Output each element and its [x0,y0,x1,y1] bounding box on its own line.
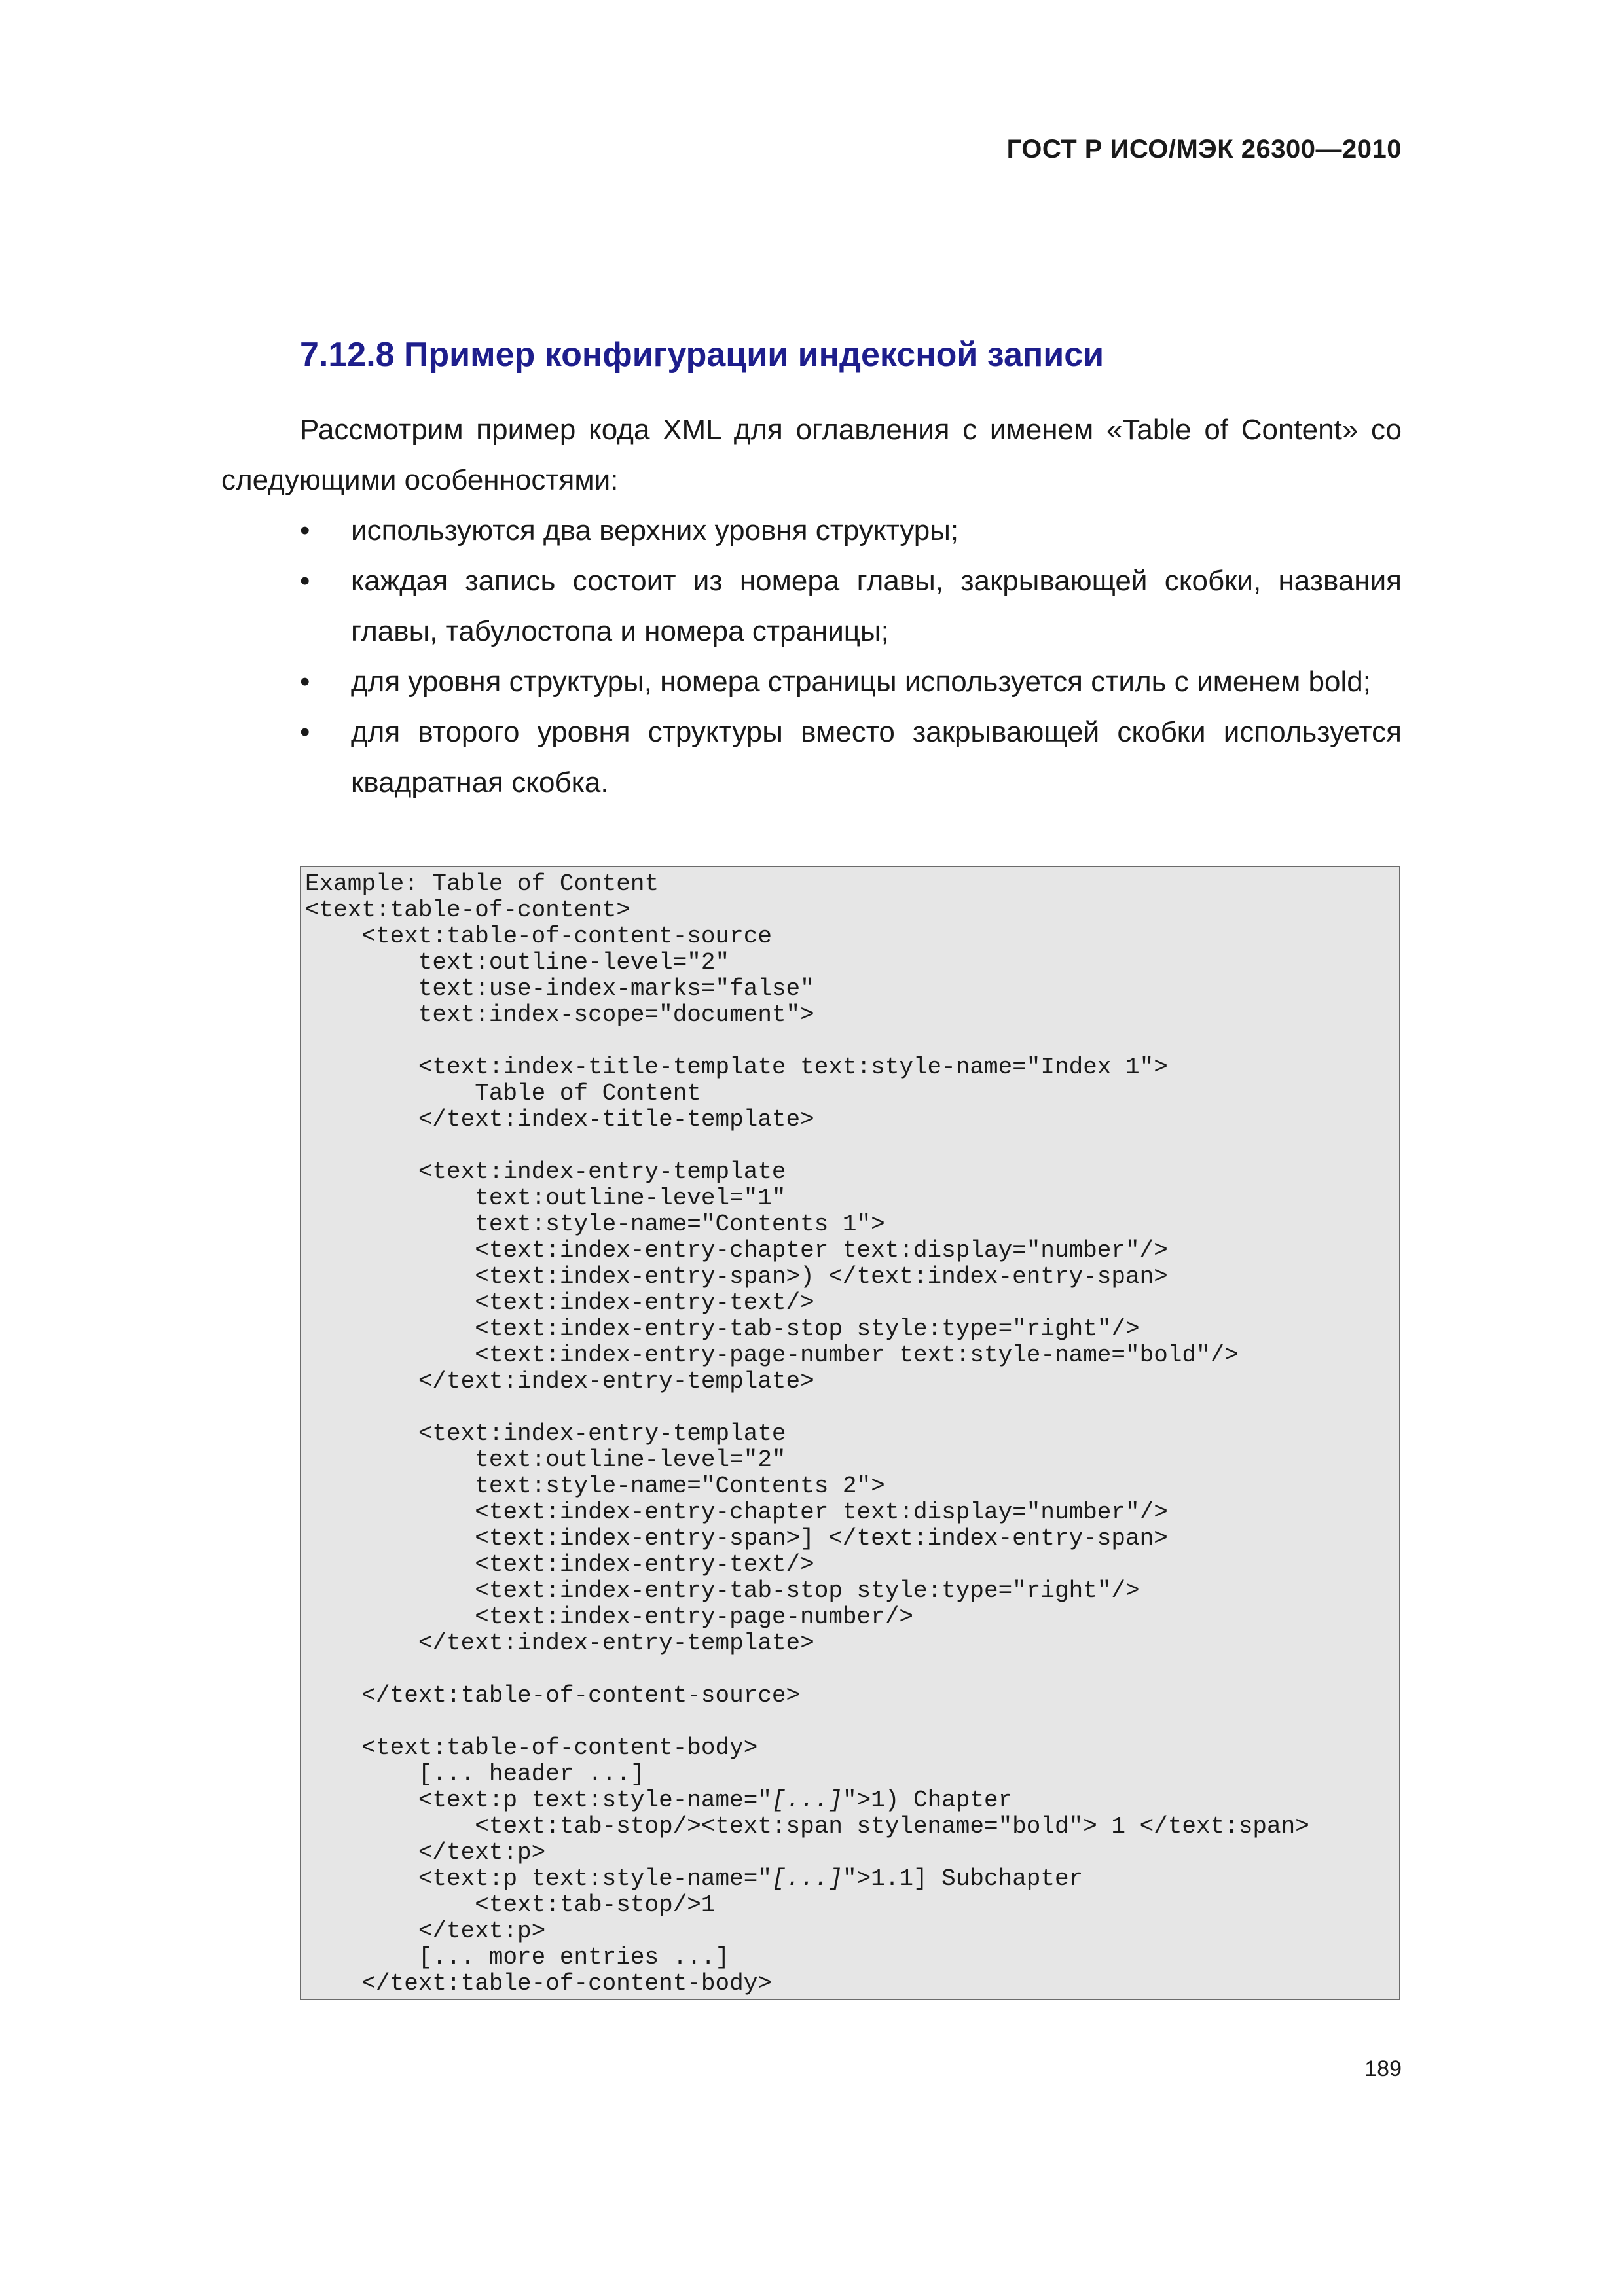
code-line: <text:index-entry-template [305,1158,786,1185]
code-line: <text:index-entry-page-number/> [305,1604,913,1630]
page-number: 189 [1364,2056,1402,2081]
code-line: Table of Content [305,1080,701,1107]
list-item [221,556,1402,656]
code-line: text:use-index-marks="false" [305,975,814,1002]
list-item-text: каждая запись состоит из номера главы, закрывающей скобки, названия главы, табулостопа и номера страницы; [351,565,1402,647]
code-line: </text:p> [305,1839,546,1866]
code-line: <text:index-entry-tab-stop style:type="right"/> [305,1577,1140,1604]
feature-list [221,505,1402,808]
intro-paragraph: Рассмотрим пример кода XML для оглавления с именем «Table of Content» со следующими особенностями: [221,414,1402,496]
code-line: <text:table-of-content> [305,897,630,924]
code-line: [... more entries ...] [305,1944,730,1971]
code-line: text:outline-level="2" [305,1446,786,1473]
bullet-marker: • [300,716,310,748]
code-line: <text:index-entry-text/> [305,1289,814,1316]
code-line: Example: Table of Content [305,870,659,897]
code-line: </text:index-title-template> [305,1106,814,1133]
code-line: <text:index-entry-template [305,1420,786,1447]
code-listing [301,867,1399,1997]
code-line: text:outline-level="2" [305,949,730,976]
code-line: </text:index-entry-template> [305,1368,814,1395]
code-line: <text:index-title-template text:style-name="Index 1"> [305,1054,1168,1081]
code-line: <text:table-of-content-source [305,923,772,950]
list-item-text: для второго уровня структуры вместо закрывающей скобки используется квадратная скобка. [351,716,1402,798]
list-item-text: используются два верхних уровня структуры; [351,514,959,547]
bullet-marker: • [300,666,310,698]
code-line: <text:index-entry-tab-stop style:type="right"/> [305,1316,1140,1342]
intro-block [221,404,1402,808]
bullet-marker: • [300,565,310,597]
code-line: text:index-scope="document"> [305,1001,814,1028]
code-line: </text:table-of-content-body> [305,1970,772,1997]
list-item [221,505,1402,556]
code-line: </text:table-of-content-source> [305,1682,801,1709]
code-line: <text:p text:style-name="[...]">1.1] Subchapter [305,1865,1084,1892]
code-line: <text:tab-stop/>1 [305,1892,716,1918]
code-line: <text:index-entry-chapter text:display="number"/> [305,1237,1168,1264]
code-line: text:outline-level="1" [305,1185,786,1211]
code-line: </text:index-entry-template> [305,1630,814,1657]
list-item [221,656,1402,707]
code-line: <text:index-entry-chapter text:display="number"/> [305,1499,1168,1526]
code-line: <text:index-entry-span>) </text:index-entry-span> [305,1263,1168,1290]
code-line: text:style-name="Contents 1"> [305,1211,885,1238]
code-line: <text:p text:style-name="[...]">1) Chapter [305,1787,1013,1814]
code-line: <text:index-entry-text/> [305,1551,814,1578]
code-line: text:style-name="Contents 2"> [305,1473,885,1499]
code-example-box [300,866,1400,2000]
bullet-marker: • [300,514,310,547]
list-item-text: для уровня структуры, номера страницы используется стиль с именем bold; [351,666,1371,698]
document-header-code: ГОСТ Р ИСО/МЭК 26300—2010 [1006,135,1402,164]
code-line: </text:p> [305,1918,546,1945]
section-title: 7.12.8 Пример конфигурации индексной записи [300,336,1104,374]
code-line: <text:index-entry-span>] </text:index-entry-span> [305,1525,1168,1552]
code-line: [... header ...] [305,1761,645,1787]
code-line: <text:tab-stop/><text:span stylename="bold"> 1 </text:span> [305,1813,1309,1840]
code-line: <text:table-of-content-body> [305,1734,758,1761]
code-line: <text:index-entry-page-number text:style-name="bold"/> [305,1342,1239,1369]
list-item [221,707,1402,808]
